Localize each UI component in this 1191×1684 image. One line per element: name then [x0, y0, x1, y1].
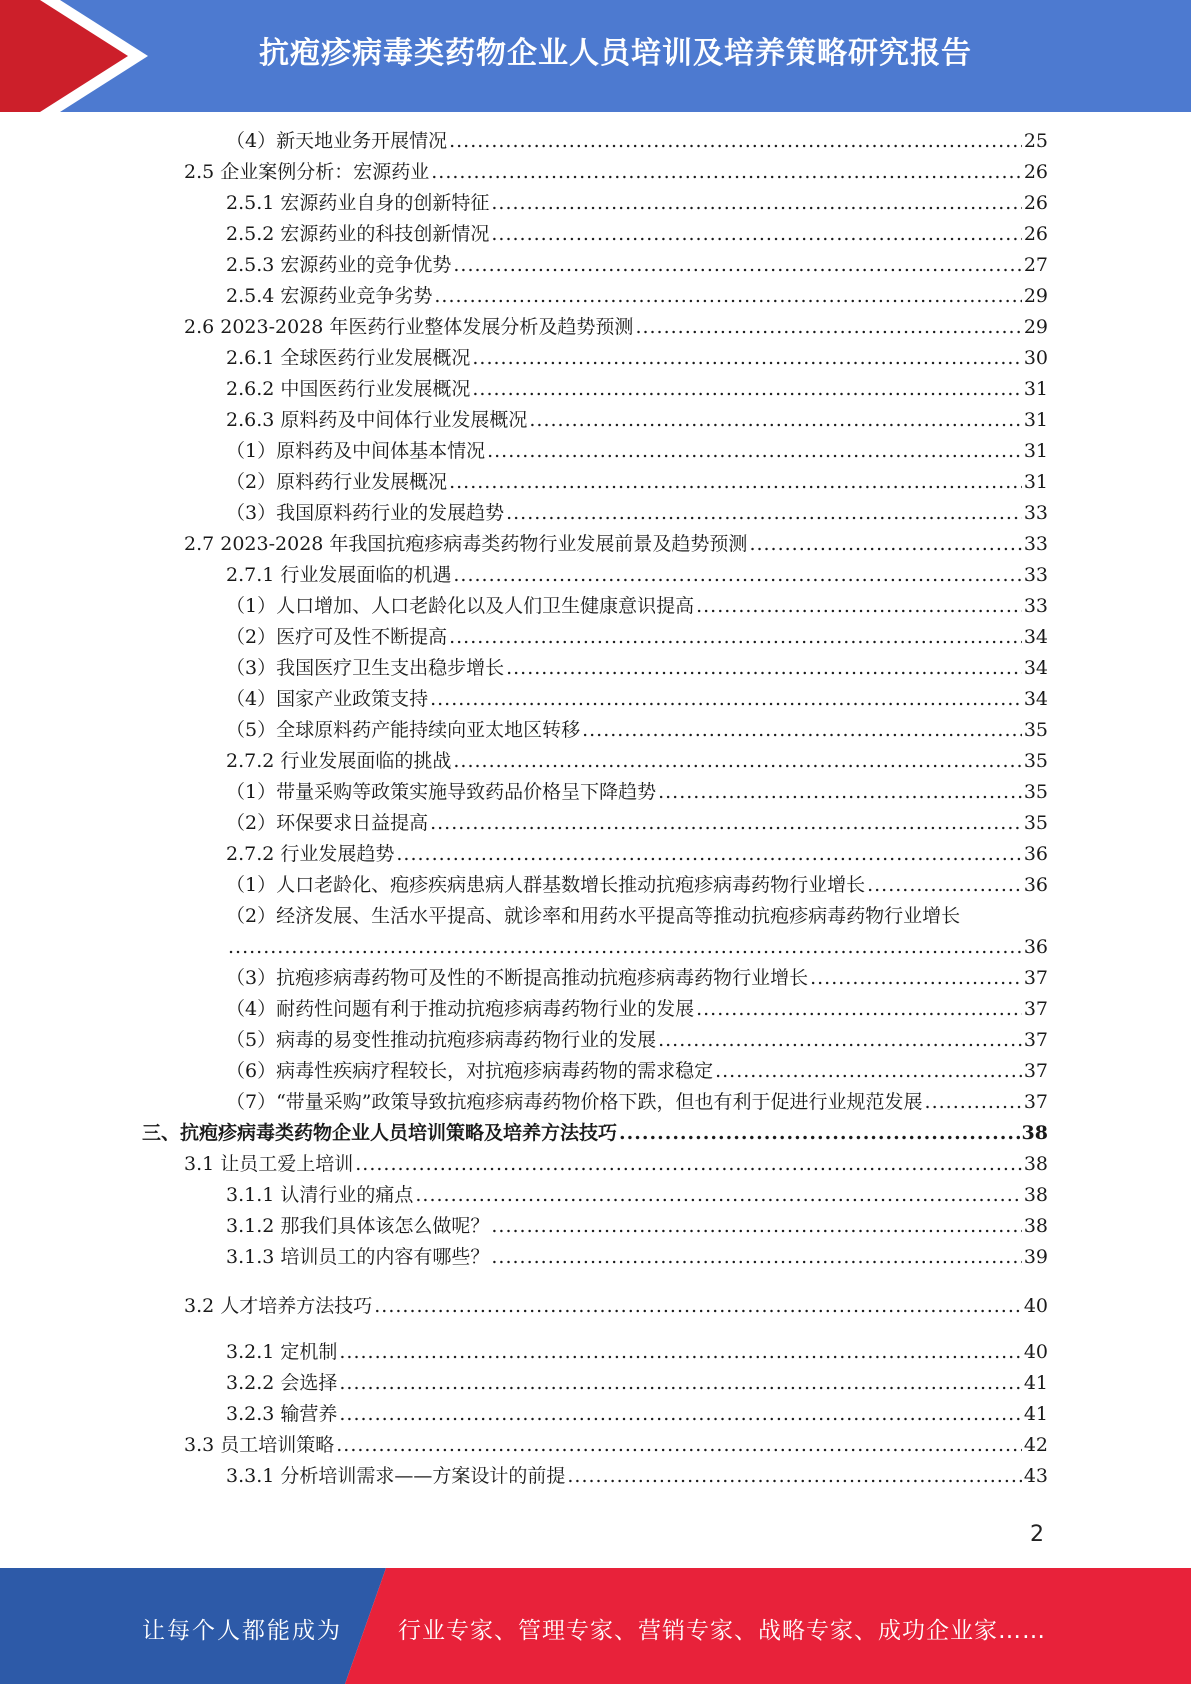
toc-entry[interactable] — [226, 283, 1048, 309]
toc-entry-page: 30 — [1023, 347, 1048, 369]
toc-entry[interactable] — [184, 1151, 1048, 1177]
toc-entry[interactable] — [226, 345, 1048, 371]
toc-entry[interactable] — [226, 1244, 1048, 1270]
toc-entry[interactable] — [226, 748, 1048, 774]
toc-entry-page: 26 — [1023, 192, 1048, 214]
leader-dots — [339, 1370, 1021, 1396]
leader-dots — [415, 1182, 1021, 1208]
toc-entry-label: 3.1.3 培训员工的内容有哪些？ — [226, 1246, 490, 1268]
leader-dots — [228, 934, 1022, 960]
toc-entry-page: 38 — [1021, 1122, 1048, 1144]
toc-entry-label: 3.1.2 那我们具体该怎么做呢？ — [226, 1215, 490, 1237]
leader-dots — [506, 655, 1022, 681]
toc-entry-label: 3.3.1 分析培训需求——方案设计的前提 — [226, 1465, 566, 1487]
toc-entry-label: 3.3 员工培训策略 — [184, 1434, 335, 1456]
toc-entry-page: 41 — [1023, 1372, 1048, 1394]
toc-entry[interactable] — [226, 841, 1048, 867]
header-title: 抗疱疹病毒类药物企业人员培训及培养策略研究报告 — [259, 36, 972, 71]
toc-entry-page: 39 — [1023, 1246, 1048, 1268]
page-number: 2 — [1030, 1522, 1044, 1547]
leader-dots — [506, 500, 1022, 526]
toc-entry[interactable] — [184, 1293, 1048, 1319]
toc-entry[interactable] — [226, 965, 1048, 991]
toc-entry-page: 35 — [1023, 812, 1048, 834]
toc-entry-label: （3）我国原料药行业的发展趋势 — [226, 502, 505, 524]
toc-chapter-entry[interactable] — [142, 1120, 1048, 1146]
toc-entry[interactable] — [226, 1463, 1048, 1489]
toc-entry-page: 43 — [1023, 1465, 1048, 1487]
leader-dots — [696, 996, 1022, 1022]
page-footer — [0, 1568, 1191, 1684]
leader-dots — [810, 965, 1022, 991]
leader-dots — [491, 1213, 1021, 1239]
toc-entry-label: （3）抗疱疹病毒药物可及性的不断提高推动抗疱疹病毒药物行业增长 — [226, 967, 809, 989]
leader-dots — [658, 1027, 1022, 1053]
leader-dots — [396, 841, 1021, 867]
toc-entry[interactable] — [226, 252, 1048, 278]
toc-entry-label: 2.6.3 原料药及中间体行业发展概况 — [226, 409, 528, 431]
leader-dots — [339, 1401, 1021, 1427]
toc-entry-page: 25 — [1023, 130, 1048, 152]
toc-entry-label: 3.2.1 定机制 — [226, 1341, 338, 1363]
toc-entry-label: 2.6.2 中国医药行业发展概况 — [226, 378, 471, 400]
toc-entry[interactable] — [226, 624, 1048, 650]
toc-entry-page: 31 — [1023, 409, 1048, 431]
toc-entry[interactable] — [184, 531, 1048, 557]
toc-entry-label: 2.6 2023-2028 年医药行业整体发展分析及趋势预测 — [184, 316, 634, 338]
toc-entry-page: 31 — [1023, 378, 1048, 400]
toc-entry-label: 2.7.2 行业发展趋势 — [226, 843, 395, 865]
toc-entry[interactable] — [226, 128, 1048, 154]
toc-entry-label: 2.7 2023-2028 年我国抗疱疹病毒类药物行业发展前景及趋势预测 — [184, 533, 748, 555]
toc-entry-page: 26 — [1023, 223, 1048, 245]
toc-entry-label: （1）带量采购等政策实施导致药品价格呈下降趋势 — [226, 781, 657, 803]
leader-dots — [431, 159, 1022, 185]
toc-entry-page: 33 — [1023, 564, 1048, 586]
leader-dots — [925, 1089, 1022, 1115]
toc-entry[interactable] — [226, 190, 1048, 216]
toc-entry-label: （5）全球原料药产能持续向亚太地区转移 — [226, 719, 581, 741]
toc-entry-page: 35 — [1023, 719, 1048, 741]
toc-entry-label: 3.2.2 会选择 — [226, 1372, 338, 1394]
toc-entry-label: （7）“带量采购”政策导致抗疱疹病毒药物价格下跌，但也有利于促进行业规范发展 — [226, 1091, 923, 1113]
toc-entry[interactable] — [184, 159, 1048, 185]
toc-entry-label: 3.2 人才培养方法技巧 — [184, 1295, 373, 1317]
leader-dots — [472, 345, 1021, 371]
toc-entry-page: 33 — [1023, 595, 1048, 617]
toc-entry-page: 35 — [1023, 750, 1048, 772]
toc-entry[interactable] — [184, 314, 1048, 340]
toc-entry-page: 34 — [1023, 626, 1048, 648]
toc-entry[interactable] — [226, 469, 1048, 495]
leader-dots — [635, 314, 1021, 340]
leader-dots — [472, 376, 1021, 402]
toc-entry-page: 33 — [1023, 533, 1048, 555]
toc-entry-label: 2.5.4 宏源药业竞争劣势 — [226, 285, 433, 307]
toc-entry[interactable] — [226, 686, 1048, 712]
toc-entry-page: 37 — [1023, 1029, 1048, 1051]
leader-dots — [453, 252, 1021, 278]
toc-entry-page: 27 — [1023, 254, 1048, 276]
toc-entry-label: 2.5.3 宏源药业的竞争优势 — [226, 254, 452, 276]
toc-entry-label: （1）人口增加、人口老龄化以及人们卫生健康意识提高 — [226, 595, 695, 617]
toc-entry-page: 37 — [1023, 1091, 1048, 1113]
toc-entry[interactable] — [226, 1089, 1048, 1115]
toc-entry-label: （3）我国医疗卫生支出稳步增长 — [226, 657, 505, 679]
leader-dots — [453, 562, 1021, 588]
toc-entry-label: （2）环保要求日益提高 — [226, 812, 429, 834]
leader-dots — [336, 1432, 1022, 1458]
toc-entry-label-wrapped[interactable]: （2）经济发展、生活水平提高、就诊率和用药水平提高等推动抗疱疹病毒药物行业增长 — [226, 905, 961, 927]
toc-entry-label: 3.1.1 认清行业的痛点 — [226, 1184, 414, 1206]
leader-dots — [582, 717, 1022, 743]
toc-entry-page: 33 — [1023, 502, 1048, 524]
toc-entry[interactable] — [226, 996, 1048, 1022]
leader-dots — [434, 283, 1021, 309]
toc-entry[interactable] — [184, 1432, 1048, 1458]
toc-entry[interactable] — [226, 593, 1048, 619]
toc-entry-page: 38 — [1023, 1184, 1048, 1206]
toc-entry[interactable] — [226, 438, 1048, 464]
toc-entry[interactable] — [226, 1370, 1048, 1396]
toc-entry[interactable] — [226, 717, 1048, 743]
toc-entry-page: 40 — [1023, 1295, 1048, 1317]
leader-dots — [449, 624, 1022, 650]
toc-entry-label: （4）新天地业务开展情况 — [226, 130, 448, 152]
toc-entry-page: 26 — [1023, 161, 1048, 183]
toc-entry[interactable] — [226, 1182, 1048, 1208]
leader-dots — [491, 190, 1021, 216]
leader-dots — [449, 469, 1022, 495]
toc-entry-page: 31 — [1023, 440, 1048, 462]
toc-entry[interactable] — [226, 1058, 1048, 1084]
leader-dots — [619, 1120, 1020, 1146]
toc-entry-page: 29 — [1023, 316, 1048, 338]
toc-entry[interactable] — [226, 1027, 1048, 1053]
toc-entry-label: 2.5.1 宏源药业自身的创新特征 — [226, 192, 490, 214]
leader-dots — [339, 1339, 1021, 1365]
toc-entry-label: 2.7.2 行业发展面临的挑战 — [226, 750, 452, 772]
toc-entry-page: 31 — [1023, 471, 1048, 493]
toc-entry[interactable] — [226, 562, 1048, 588]
leader-dots — [567, 1463, 1021, 1489]
toc-entry-page: 34 — [1023, 688, 1048, 710]
toc-entry-page: 35 — [1023, 781, 1048, 803]
toc-entry-label: 2.5 企业案例分析：宏源药业 — [184, 161, 430, 183]
page-header — [0, 0, 1191, 112]
toc-entry-page: 36 — [1023, 936, 1048, 958]
leader-dots — [449, 128, 1022, 154]
leader-dots — [355, 1151, 1022, 1177]
toc-entry-page: 38 — [1023, 1215, 1048, 1237]
toc-entry-page: 37 — [1023, 998, 1048, 1020]
toc-entry[interactable] — [226, 934, 1048, 960]
footer-slogan-left: 让每个人都能成为 — [142, 1618, 342, 1644]
toc-entry[interactable] — [226, 655, 1048, 681]
leader-dots — [696, 593, 1022, 619]
toc-entry-label: 2.5.2 宏源药业的科技创新情况 — [226, 223, 490, 245]
toc-entry[interactable] — [226, 1339, 1048, 1365]
toc-entry-page: 41 — [1023, 1403, 1048, 1425]
toc-entry-page: 29 — [1023, 285, 1048, 307]
toc-entry-page: 42 — [1023, 1434, 1048, 1456]
toc-entry[interactable] — [226, 500, 1048, 526]
leader-dots — [453, 748, 1021, 774]
toc-entry-label: （1）原料药及中间体基本情况 — [226, 440, 486, 462]
leader-dots — [374, 1293, 1022, 1319]
toc-entry-page: 34 — [1023, 657, 1048, 679]
toc-entry-label: （4）耐药性问题有利于推动抗疱疹病毒药物行业的发展 — [226, 998, 695, 1020]
toc-entry-label: 3.1 让员工爱上培训 — [184, 1153, 354, 1175]
toc-entry[interactable] — [226, 872, 1048, 898]
toc-entry-page: 38 — [1023, 1153, 1048, 1175]
leader-dots — [491, 1244, 1021, 1270]
leader-dots — [749, 531, 1021, 557]
toc-entry-page: 36 — [1023, 874, 1048, 896]
toc-entry-label: 三、抗疱疹病毒类药物企业人员培训策略及培养方法技巧 — [142, 1122, 618, 1144]
toc-entry[interactable] — [226, 376, 1048, 402]
toc-entry[interactable] — [226, 407, 1048, 433]
toc-entry-label: （4）国家产业政策支持 — [226, 688, 429, 710]
toc-entry-page: 37 — [1023, 1060, 1048, 1082]
leader-dots — [715, 1058, 1022, 1084]
toc-entry[interactable] — [226, 221, 1048, 247]
toc-entry-page: 40 — [1023, 1341, 1048, 1363]
toc-entry-page: 37 — [1023, 967, 1048, 989]
toc-entry-label: 3.2.3 输营养 — [226, 1403, 338, 1425]
leader-dots — [491, 221, 1021, 247]
toc-entry-label: 2.7.1 行业发展面临的机遇 — [226, 564, 452, 586]
toc-entry-label: （5）病毒的易变性推动抗疱疹病毒药物行业的发展 — [226, 1029, 657, 1051]
toc-entry[interactable] — [226, 1213, 1048, 1239]
toc-entry-page: 36 — [1023, 843, 1048, 865]
leader-dots — [867, 872, 1022, 898]
toc-entry[interactable] — [226, 1401, 1048, 1427]
toc-entry-label: （2）医疗可及性不断提高 — [226, 626, 448, 648]
leader-dots — [487, 438, 1022, 464]
toc-entry-label: 2.6.1 全球医药行业发展概况 — [226, 347, 471, 369]
toc-entry-label: （6）病毒性疾病疗程较长，对抗疱疹病毒药物的需求稳定 — [226, 1060, 714, 1082]
toc-entry[interactable] — [226, 779, 1048, 805]
toc-entry-label: （2）原料药行业发展概况 — [226, 471, 448, 493]
leader-dots — [658, 779, 1022, 805]
toc-entry-label: （1）人口老龄化、疱疹疾病患病人群基数增长推动抗疱疹病毒药物行业增长 — [226, 874, 866, 896]
leader-dots — [430, 810, 1022, 836]
toc-entry[interactable] — [226, 810, 1048, 836]
footer-slogan-right: 行业专家、管理专家、营销专家、战略专家、成功企业家…… — [398, 1618, 1046, 1644]
leader-dots — [430, 686, 1022, 712]
leader-dots — [529, 407, 1021, 433]
